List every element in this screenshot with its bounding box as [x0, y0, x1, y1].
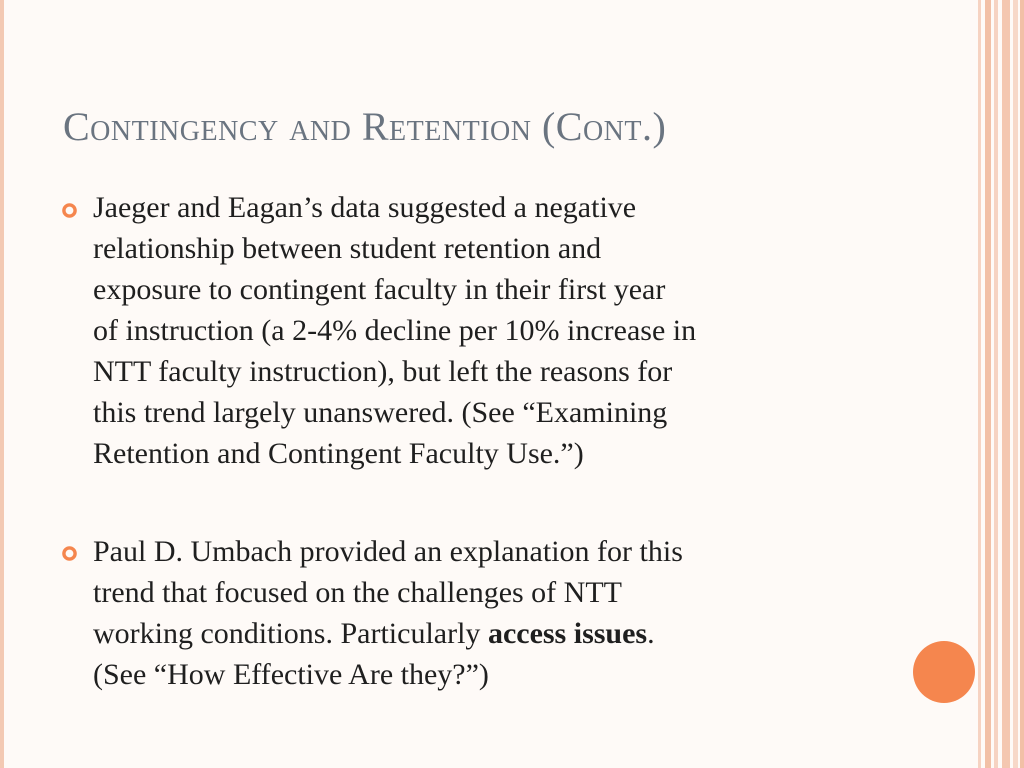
right-decor-stripe — [985, 0, 991, 768]
right-decor-stripe — [1020, 0, 1024, 768]
slide-title: Contingency and Retention (Cont.) — [63, 104, 667, 149]
ring-bullet-icon — [61, 545, 78, 562]
bullet-text-umbach-explanation — [93, 531, 893, 695]
right-decor-stripe — [1002, 0, 1010, 768]
right-decor-stripe — [994, 0, 998, 768]
right-decor-stripe — [1013, 0, 1018, 768]
bullet-text-part: Paul D. Umbach provided an explanation for this trend that focused on the challenges of NTT working conditions. Particularly — [93, 535, 683, 650]
ring-bullet-icon — [61, 202, 78, 219]
bullet-text-part: . (See “How Effective Are they?”) — [93, 617, 655, 691]
left-edge-stripe — [0, 0, 4, 768]
bullet-text-retention-data: Jaeger and Eagan’s data suggested a negative relationship between student retention and exposure to contingent faculty in their first year of instruction (a 2-4% decline per 10% increase in NTT faculty instruction), but left the reasons for this trend largely unanswered. (See “Examining Retention and Contingent Faculty Use.”) — [93, 191, 697, 470]
right-decor-stripe — [978, 0, 981, 768]
bullet-text-emphasis: access issues — [487, 617, 648, 650]
decorative-circle — [913, 641, 975, 703]
